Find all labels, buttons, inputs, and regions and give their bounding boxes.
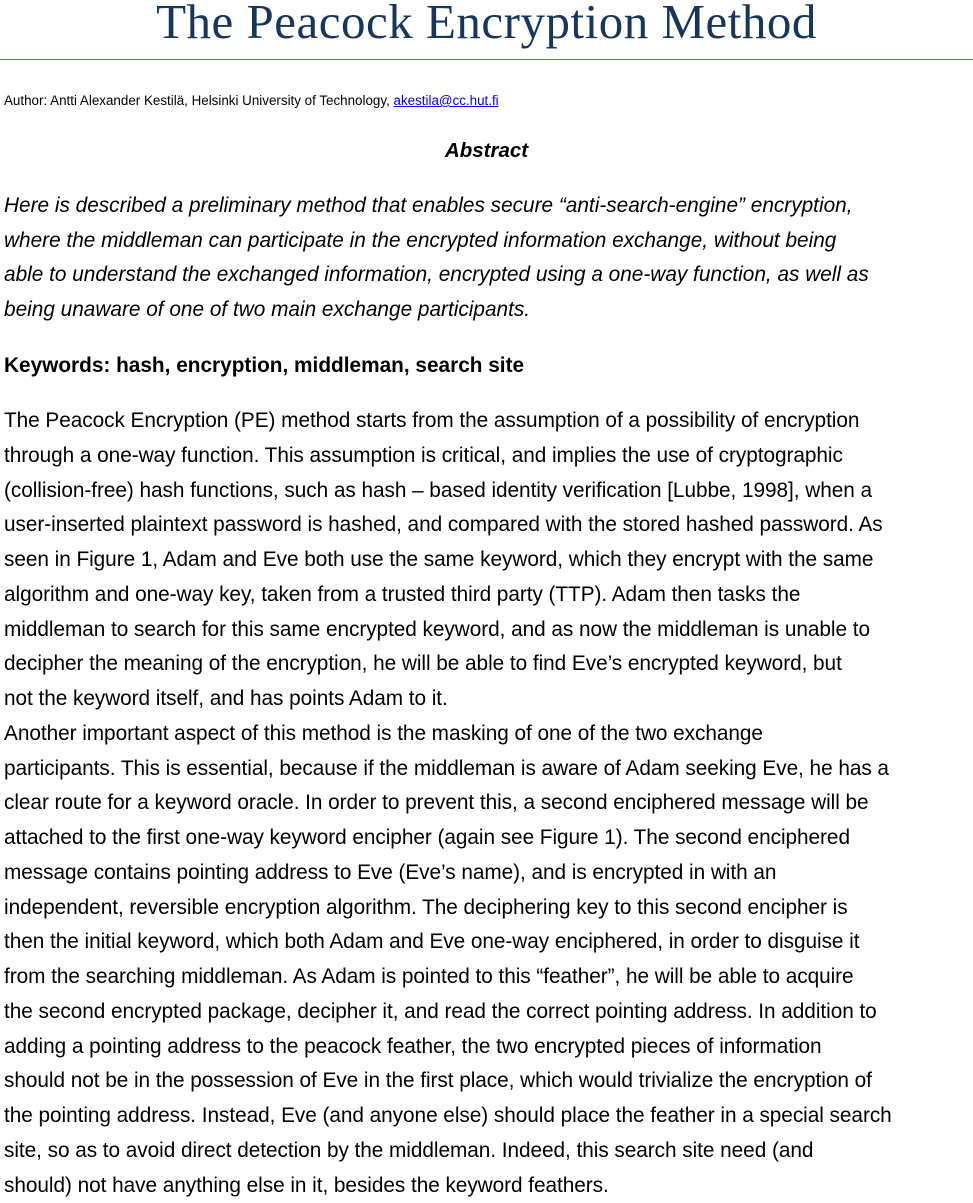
body-line: message contains pointing address to Eve (Eve’s name), and is encrypted in with an <box>4 856 971 891</box>
body-line: The Peacock Encryption (PE) method starts from the assumption of a possibility of encryption <box>4 404 971 439</box>
body-line: the second encrypted package, decipher it, and read the correct pointing address. In addition to <box>4 995 971 1030</box>
body-line: algorithm and one-way key, taken from a trusted third party (TTP). Adam then tasks the <box>4 578 971 613</box>
body-line: Another important aspect of this method is the masking of one of the two exchange <box>4 717 971 752</box>
body-line: clear route for a keyword oracle. In order to prevent this, a second enciphered message will be <box>4 786 971 821</box>
author-email-link[interactable]: akestila@cc.hut.fi <box>394 93 499 108</box>
body-line: adding a pointing address to the peacock feather, the two encrypted pieces of information <box>4 1030 971 1065</box>
author-line <box>4 92 499 110</box>
abstract-line: able to understand the exchanged information, encrypted using a one-way function, as well as <box>4 258 964 293</box>
author-text: Author: Antti Alexander Kestilä, Helsinki University of Technology, <box>4 93 394 108</box>
body-line: participants. This is essential, because if the middleman is aware of Adam seeking Eve, he has a <box>4 752 971 787</box>
body-line: decipher the meaning of the encryption, he will be able to find Eve’s encrypted keyword, but <box>4 647 971 682</box>
body-line: should not be in the possession of Eve in the first place, which would trivialize the encryption of <box>4 1064 971 1099</box>
abstract-line: where the middleman can participate in the encrypted information exchange, without being <box>4 224 964 259</box>
abstract-heading: Abstract <box>0 138 973 164</box>
body-line: seen in Figure 1, Adam and Eve both use the same keyword, which they encrypt with the same <box>4 543 971 578</box>
body-line: site, so as to avoid direct detection by the middleman. Indeed, this search site need (and <box>4 1134 971 1169</box>
body-line: (collision-free) hash functions, such as hash – based identity verification [Lubbe, 1998], when a <box>4 474 971 509</box>
abstract-body <box>4 189 964 328</box>
body-line: from the searching middleman. As Adam is pointed to this “feather”, he will be able to acquire <box>4 960 971 995</box>
page-title: The Peacock Encryption Method <box>0 0 973 58</box>
body-line: through a one-way function. This assumption is critical, and implies the use of cryptographic <box>4 439 971 474</box>
body-line: should) not have anything else in it, besides the keyword feathers. <box>4 1169 971 1203</box>
body-line: attached to the first one-way keyword encipher (again see Figure 1). The second enciphered <box>4 821 971 856</box>
body-line: user-inserted plaintext password is hashed, and compared with the stored hashed password. As <box>4 508 971 543</box>
abstract-line: Here is described a preliminary method that enables secure “anti-search-engine” encryption, <box>4 189 964 224</box>
keywords-line: Keywords: hash, encryption, middleman, search site <box>4 349 964 384</box>
body-line: independent, reversible encryption algorithm. The deciphering key to this second encipher is <box>4 891 971 926</box>
body-line: middleman to search for this same encrypted keyword, and as now the middleman is unable to <box>4 613 971 648</box>
body-line: not the keyword itself, and has points Adam to it. <box>4 682 971 717</box>
title-underline <box>0 59 973 60</box>
body-line: then the initial keyword, which both Adam and Eve one-way enciphered, in order to disguise it <box>4 925 971 960</box>
abstract-line: being unaware of one of two main exchange participants. <box>4 293 964 328</box>
body-line: the pointing address. Instead, Eve (and anyone else) should place the feather in a special search <box>4 1099 971 1134</box>
body-text <box>4 404 971 1203</box>
